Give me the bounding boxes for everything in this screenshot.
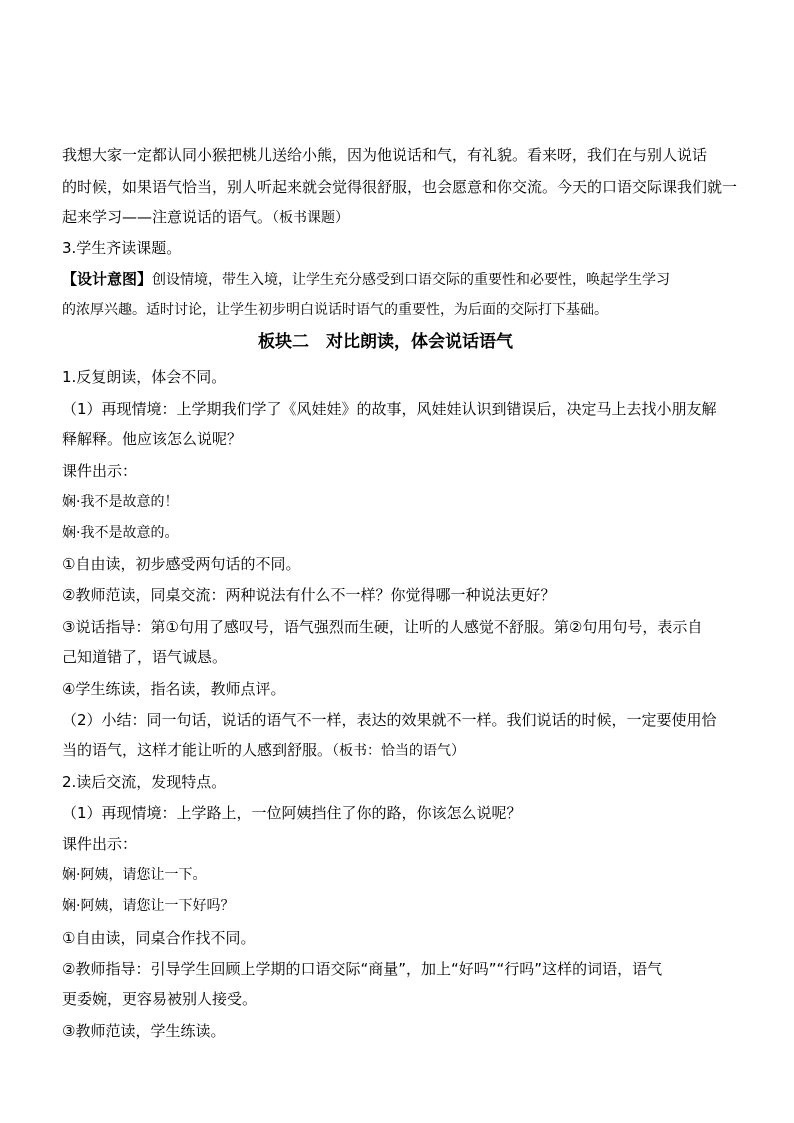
paragraph-line: ②教师范读，同桌交流：两种说法有什么不一样？你觉得哪一种说法更好？ bbox=[62, 586, 556, 604]
design-intent-text: 的浓厚兴趣。适时讨论，让学生初步明白说话时语气的重要性，为后面的交际打下基础。 bbox=[62, 302, 608, 318]
paragraph-line: （1）再现情境：上学路上，一位阿姨挡住了你的路，你该怎么说呢？ bbox=[62, 804, 522, 822]
paragraph-line: 课件出示： bbox=[62, 835, 138, 853]
paragraph-line: 更委婉，更容易被别人接受。 bbox=[62, 990, 258, 1008]
design-intent-label: 【设计意图】 bbox=[62, 270, 153, 288]
paragraph-line: （2）小结：同一句话，说话的语气不一样，表达的效果就不一样。我们说话的时候，一定要使用恰 bbox=[62, 711, 717, 729]
courseware-sentence: 娴·我不是故意的。 bbox=[62, 525, 179, 541]
courseware-sentence: 娴·我不是故意的！ bbox=[62, 494, 179, 510]
paragraph-line: 己知道错了，语气诚恳。 bbox=[62, 648, 228, 666]
courseware-sentence: 娴·阿姨，请您让一下好吗？ bbox=[62, 898, 235, 914]
paragraph-line: 的时候，如果语气恰当，别人听起来就会觉得很舒服，也会愿意和你交流。今天的口语交际课我们就一 bbox=[62, 178, 738, 196]
board-note: （板书：恰当的语气） bbox=[332, 743, 466, 759]
section-title: 板块二 对比朗读，体会说话语气 bbox=[258, 332, 513, 352]
paragraph-line: 释解释。他应该怎么说呢？ bbox=[62, 430, 243, 448]
paragraph-line: 课件出示： bbox=[62, 462, 138, 480]
paragraph-line: ④学生练读，指名读，教师点评。 bbox=[62, 680, 286, 698]
design-intent-text: 创设情境，带生入境，让学生充分感受到口语交际的重要性和必要性，唤起学生学习 bbox=[152, 272, 671, 288]
paragraph-line bbox=[62, 206, 349, 229]
paragraph-line: 2.读后交流，发现特点。 bbox=[62, 773, 227, 791]
paragraph-line: ①自由读，同桌合作找不同。 bbox=[62, 929, 256, 947]
paragraph-line: （1）再现情境：上学期我们学了《风娃娃》的故事，风娃娃认识到错误后，决定马上去找小朋友解 bbox=[62, 400, 717, 418]
paragraph-text: 起来学习——注意说话的语气。 bbox=[62, 208, 273, 226]
courseware-sentence: 娴·阿姨，请您让一下。 bbox=[62, 867, 207, 883]
design-intent-line bbox=[62, 268, 670, 291]
paragraph-line: ③说话指导：第①句用了感叹号，语气强烈而生硬，让听的人感觉不舒服。第②句用句号，表示自 bbox=[62, 618, 703, 636]
paragraph-line: 3.学生齐读课题。 bbox=[62, 239, 182, 257]
board-note: （板书课题） bbox=[272, 210, 350, 226]
paragraph-line: 我想大家一定都认同小猴把桃儿送给小熊，因为他说话和气，有礼貌。看来呀，我们在与别人说话 bbox=[62, 146, 708, 164]
paragraph-line: 1.反复朗读，体会不同。 bbox=[62, 368, 227, 386]
paragraph-text: 当的语气，这样才能让听的人感到舒服。 bbox=[62, 741, 333, 759]
paragraph-line bbox=[62, 739, 465, 762]
paragraph-line: ②教师指导：引导学生回顾上学期的口语交际“商量”，加上“好吗”“行吗”这样的词语，语气 bbox=[62, 960, 663, 978]
paragraph-line: ③教师范读，学生练读。 bbox=[62, 1022, 226, 1040]
paragraph-line: ①自由读，初步感受两句话的不同。 bbox=[62, 555, 301, 573]
